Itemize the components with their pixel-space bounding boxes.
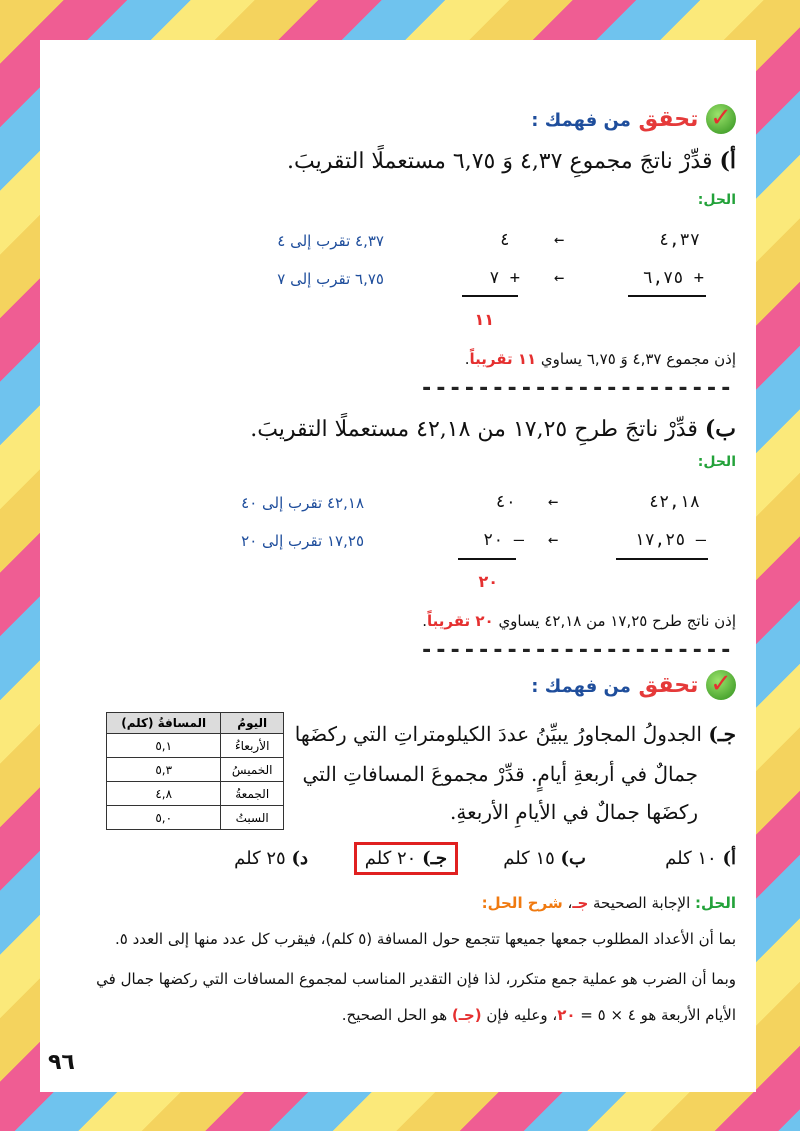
- option-a-letter: أ): [722, 848, 736, 869]
- check-word: تحقق: [638, 107, 699, 132]
- a-result: ١١: [474, 310, 494, 329]
- b-conclusion-value: ٢٠ تقريباً: [426, 612, 494, 630]
- question-a: [287, 148, 736, 174]
- table-row: [107, 734, 284, 758]
- solution-c-para3-value: ٢٠: [557, 1006, 576, 1024]
- solution-a-label: الحل:: [697, 192, 736, 208]
- table-cell-distance: ٤,٨: [107, 782, 221, 806]
- a-row1-rounded: ٤: [499, 230, 510, 250]
- b-conclusion-suffix: .: [422, 612, 427, 630]
- question-c-line2: جمالٌ في أربعةِ أيامٍ. قدِّرْ مجموعَ المسافاتِ التي: [302, 762, 698, 786]
- distance-table: [106, 712, 284, 830]
- understanding-label: من فهمك :: [531, 110, 631, 131]
- b-conclusion: [422, 612, 736, 630]
- check-word: تحقق: [638, 673, 699, 698]
- solution-c-para3-a: الأيام الأربعة هو ٤ × ٥ =: [575, 1006, 736, 1024]
- table-cell-day: السبتُ: [221, 806, 284, 830]
- option-c-text: ٢٠ كلم: [364, 848, 417, 869]
- b-conclusion-prefix: إذن ناتج طرح ١٧,٢٥ من ٤٢,١٨ يساوي: [493, 612, 736, 630]
- b-row2-arrow: ←: [548, 530, 559, 550]
- option-b-letter: ب): [560, 848, 586, 869]
- page-number: ٩٦: [48, 1050, 75, 1075]
- a-row2-arrow: ←: [554, 268, 565, 288]
- solution-c-header: الحل: الإجابة الصحيحة جـ، شرح الحل:: [481, 894, 736, 912]
- a-row1-arrow: ←: [554, 230, 565, 250]
- table-header-distance: المسافةُ (كلم): [107, 713, 221, 734]
- b-row2-rounded: ٢٠ –: [483, 530, 524, 550]
- a-row2-orig: ٦,٧٥ +: [642, 268, 704, 288]
- question-b-text: قدِّرْ ناتجَ طرحِ ١٧,٢٥ من ٤٢,١٨ مستعملًا التقريبَ.: [250, 417, 698, 442]
- b-row1-rounded: ٤٠: [495, 492, 516, 512]
- table-cell-day: الخميسُ: [221, 758, 284, 782]
- question-a-text: قدِّرْ ناتجَ مجموعِ ٤,٣٧ وَ ٦,٧٥ مستعملًا التقريبَ.: [286, 149, 713, 174]
- a-sum-line-right: [628, 295, 706, 297]
- option-b-text: ١٥ كلم: [503, 848, 555, 869]
- solution-c-para1: بما أن الأعداد المطلوب جمعها جميعها تتجمع حول المسافة (٥ كلم)، فيقرب كل عدد منها إلى العدد ٥.: [114, 930, 736, 948]
- a-conclusion: [465, 350, 736, 368]
- option-a[interactable]: [665, 848, 736, 869]
- b-diff-line-left: [458, 558, 516, 560]
- a-row2-note: ٦,٧٥ تقرب إلى ٧: [277, 270, 384, 288]
- solution-c-para2: وبما أن الضرب هو عملية جمع متكرر، لذا فإن التقدير المناسب لمجموع المسافات التي ركضها جمال في: [96, 970, 736, 988]
- table-row: [107, 806, 284, 830]
- question-c-text-1: الجدولُ المجاورُ يبيِّنُ عددَ الكيلومتراتِ التي ركضَها: [294, 722, 702, 746]
- solution-c-correct-text: الإجابة الصحيحة: [588, 894, 696, 912]
- b-row2-orig: ١٧,٢٥ –: [634, 530, 706, 550]
- option-b[interactable]: [503, 848, 586, 869]
- table-cell-distance: ٥,١: [107, 734, 221, 758]
- solution-c-para3: [342, 1000, 736, 1030]
- check-understanding-header-2: [531, 670, 736, 700]
- question-a-label: أ): [719, 148, 736, 174]
- a-conclusion-prefix: إذن مجموع ٤,٣٧ وَ ٦,٧٥ يساوي: [536, 350, 736, 368]
- table-cell-distance: ٥,٠: [107, 806, 221, 830]
- table-cell-day: الأربعاءُ: [221, 734, 284, 758]
- option-c-selected[interactable]: [354, 842, 458, 875]
- solution-b-label: الحل:: [697, 454, 736, 470]
- a-sum-line-left: [462, 295, 518, 297]
- a-row1-orig: ٤,٣٧: [659, 230, 700, 250]
- separator-2: ----------------------: [420, 638, 734, 663]
- question-b-label: ب): [704, 416, 736, 442]
- option-a-text: ١٠ كلم: [665, 848, 717, 869]
- a-conclusion-value: ١١ تقريباً: [469, 350, 537, 368]
- checkmark-icon: ✓: [706, 670, 736, 700]
- a-conclusion-suffix: .: [464, 350, 470, 368]
- page: [40, 40, 756, 1092]
- table-row: [107, 782, 284, 806]
- table-row: [107, 758, 284, 782]
- a-row2-rounded: ٧ +: [489, 268, 520, 288]
- option-d[interactable]: [234, 848, 308, 869]
- option-c-letter: جـ): [422, 848, 447, 869]
- solution-c-para3-c: هو الحل الصحيح.: [341, 1006, 452, 1024]
- question-b: [250, 416, 736, 442]
- question-c-line1: [295, 722, 736, 746]
- a-row1-note: ٤,٣٧ تقرب إلى ٤: [277, 232, 384, 250]
- b-row1-arrow: ←: [548, 492, 559, 512]
- solution-c-correct-letter: جـ: [572, 894, 589, 912]
- solution-c-label: الحل:: [695, 894, 736, 912]
- option-d-letter: د): [291, 848, 308, 869]
- solution-c-explain-label: شرح الحل:: [481, 894, 563, 912]
- b-row1-note: ٤٢,١٨ تقرب إلى ٤٠: [241, 494, 364, 512]
- table-cell-day: الجمعةُ: [221, 782, 284, 806]
- table-cell-distance: ٥,٣: [107, 758, 221, 782]
- b-row2-note: ١٧,٢٥ تقرب إلى ٢٠: [241, 532, 364, 550]
- b-row1-orig: ٤٢,١٨: [648, 492, 700, 512]
- solution-c-para3-letter: (جـ): [451, 1006, 482, 1024]
- solution-c-para3-b: ، وعليه فإن: [481, 1006, 558, 1024]
- table-header-day: اليومُ: [221, 713, 284, 734]
- separator-1: ----------------------: [420, 376, 734, 401]
- option-d-text: ٢٥ كلم: [234, 848, 286, 869]
- checkmark-icon: ✓: [706, 104, 736, 134]
- question-c-line3: ركضَها جمالٌ في الأيامِ الأربعةِ.: [450, 800, 698, 824]
- b-result: ٢٠: [478, 572, 498, 591]
- b-diff-line-right: [616, 558, 708, 560]
- understanding-label: من فهمك :: [531, 676, 631, 697]
- question-c-label: جـ): [708, 722, 736, 746]
- check-understanding-header: [531, 104, 736, 134]
